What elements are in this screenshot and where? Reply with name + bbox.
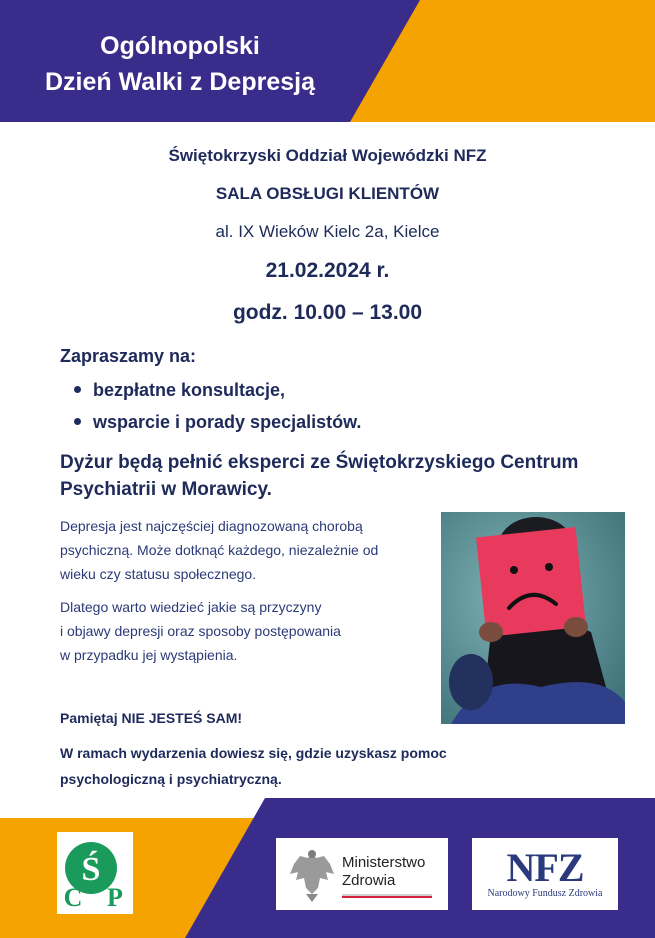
ministry-name (342, 854, 425, 890)
list-item-text: bezpłatne konsultacje, (93, 380, 286, 400)
nfz-letters: NFZ (506, 845, 584, 890)
ministry-flag-bar (342, 894, 432, 898)
remember-note: Pamiętaj NIE JESTEŚ SAM! (60, 710, 243, 726)
header-band (0, 0, 655, 122)
venue: SALA OBSŁUGI KLIENTÓW (215, 184, 440, 203)
offer-list (74, 374, 361, 438)
list-item-text: wsparcie i porady specjalistów. (93, 412, 362, 432)
title-line-2: Dzień Walki z Depresją (45, 68, 315, 96)
invite-lead: Zapraszamy na: (60, 346, 197, 366)
event-hours: godz. 10.00 – 13.00 (232, 301, 423, 324)
paragraph-line: Dlatego warto wiedzieć jakie są przyczyny (60, 599, 322, 615)
address: al. IX Wieków Kielc 2a, Kielce (215, 222, 440, 241)
paragraph-line: w przypadku jej wystąpienia. (60, 647, 238, 663)
paragraph-line: wieku czy statusu społecznego. (60, 566, 257, 582)
organizer: Świętokrzyski Oddział Wojewódzki NFZ (168, 146, 487, 165)
paragraph-line: psychiczną. Może dotknąć każdego, niezależnie od (60, 542, 379, 558)
title-line-1: Ogólnopolski (100, 32, 260, 60)
scp-letter-p: P (107, 883, 123, 912)
ministry-of-health-logo (276, 838, 448, 910)
info-line: psychologiczną i psychiatryczną. (60, 771, 282, 787)
scp-logo (57, 832, 133, 914)
nfz-logo (472, 838, 618, 910)
paragraph-line: Depresja jest najczęściej diagnozowaną chorobą (60, 518, 363, 534)
list-item (74, 374, 361, 406)
scp-letter-c: C (63, 883, 83, 912)
page-title (0, 28, 360, 100)
ministry-line-1: Ministerstwo (342, 854, 426, 871)
info-line: W ramach wydarzenia dowiesz się, gdzie uzyskasz pomoc (60, 745, 447, 761)
experts-note: Dyżur będą pełnić eksperci ze Świętokrzyskiego Centrum Psychiatrii w Morawicy. (60, 452, 579, 500)
awareness-paragraph (60, 595, 440, 667)
scp-letter-s: Ś (81, 851, 101, 888)
sad-face-photo (441, 512, 625, 724)
list-item (74, 406, 361, 438)
depression-paragraph (60, 514, 440, 586)
event-date: 21.02.2024 r. (265, 259, 390, 282)
eagle-icon (284, 844, 340, 904)
paragraph-line: i objawy depresji oraz sposoby postępowania (60, 623, 341, 639)
bullet-icon (74, 418, 81, 425)
event-info (60, 740, 520, 792)
bullet-icon (74, 386, 81, 393)
nfz-full-name: Narodowy Fundusz Zdrowia (487, 888, 603, 899)
ministry-line-2: Zdrowia (342, 872, 396, 889)
